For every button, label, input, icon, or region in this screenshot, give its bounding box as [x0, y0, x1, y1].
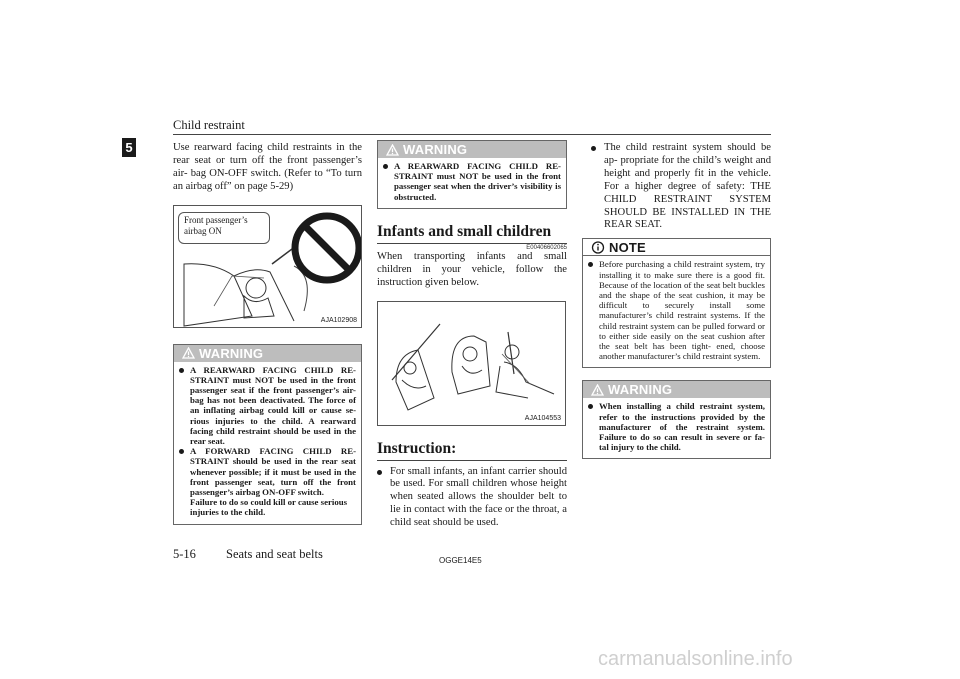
warning-label: WARNING — [608, 382, 673, 398]
footer-code: OGGE14E5 — [439, 556, 482, 565]
infants-intro: When transporting infants and small children in your vehicle, follow the instruction given below. — [377, 250, 567, 288]
warning-header — [583, 381, 770, 398]
footer-section-title: Seats and seat belts — [226, 547, 323, 561]
header-rule — [173, 134, 771, 135]
bullet-dot — [588, 262, 593, 267]
info-icon — [591, 241, 605, 254]
section-rule — [377, 243, 567, 244]
page-header-title: Child restraint — [173, 118, 245, 132]
bullet-dot — [588, 404, 593, 409]
column-3 — [582, 142, 771, 459]
footer-page-number: 5-16 — [173, 547, 196, 561]
warning-label: WARNING — [199, 345, 264, 361]
bullet-dot — [377, 470, 382, 475]
figure-code: AJA102908 — [320, 316, 357, 324]
figure-code: AJA104553 — [524, 414, 561, 422]
section-code: E00406602065 — [526, 244, 567, 251]
section-title: Infants and small children — [377, 222, 552, 240]
airbag-callout: Front passenger’s airbag ON — [178, 212, 270, 244]
column-2 — [377, 142, 567, 530]
warning-label: WARNING — [403, 142, 468, 157]
note-header — [583, 239, 770, 256]
note-label: NOTE — [609, 239, 646, 255]
warning-item: A REARWARD FACING CHILD RE- STRAINT must NOT be used in the front passenger seat if the front passenger’s air- bag has not been deactivated. The force of an inflating airbag could kill or cause se- rious injuries to the child. A rearward facing child restraint should be used in the rear seat. — [179, 365, 356, 447]
warning-triangle-icon — [182, 347, 195, 359]
warning-box-3 — [582, 380, 771, 459]
instruction-rule — [377, 460, 567, 461]
warning-box-2 — [377, 140, 567, 209]
intro-paragraph: Use rearward facing child restraints in the rear seat or turn off the front passenger’s air- bag ON-OFF switch. (Refer to “To turn an airbag off” on page 5-29) — [173, 142, 362, 192]
warning-item: When installing a child restraint system, refer to the instructions provided by the manufacturer of the restraint system. Failure to do so can result in severe or fa- tal injury to the child. — [588, 401, 765, 452]
bullet-dot — [179, 368, 184, 373]
bullet-dot — [591, 146, 596, 151]
bullet-dot — [179, 449, 184, 454]
instruction-bullet: For small infants, an infant carrier should be used. For small children whose height when seated allows the shoulder belt to lie in contact with the face or the throat, a child seat should be used. — [377, 466, 567, 531]
warning-triangle-icon — [591, 384, 604, 396]
warning-triangle-icon — [386, 144, 399, 156]
chapter-tab: 5 — [122, 138, 136, 157]
warning-tail: Failure to do so could kill or cause serious injuries to the child. — [190, 497, 348, 518]
warning-item: A FORWARD FACING CHILD RE- STRAINT should be used in the rear seat whenever possible; if it must be used in the front passenger seat, turn off the front passenger’s airbag ON-OFF switch. — [179, 446, 356, 497]
airbag-figure — [173, 205, 362, 328]
note-box — [582, 238, 771, 368]
bullet-dot — [383, 164, 388, 169]
warning-header — [174, 345, 361, 362]
note-item: Before purchasing a child restraint system, try installing it to make sure there is a good fit. Because of the location of the seat belt buckles and the shape of the seat cushion, it may be difficult to securely install some manufacturer’s child restraint systems. If the child restraint system can be pulled forward or to either side easily on the seat cushion after the seat belt has been tight- ened, choose another manufacturer’s child restraint system. — [588, 259, 765, 361]
instruction-title: Instruction: — [377, 439, 457, 457]
warning-box-1 — [173, 344, 362, 525]
warning-header — [378, 141, 566, 158]
child-seats-illustration — [378, 302, 566, 426]
watermark: carmanualsonline.info — [598, 648, 793, 670]
child-seats-figure — [377, 301, 566, 426]
column-1 — [173, 142, 362, 525]
warning-item: A REARWARD FACING CHILD RE- STRAINT must NOT be used in the front passenger seat when the driver’s visibility is obstructed. — [383, 161, 561, 202]
instruction-bullet: The child restraint system should be ap- propriate for the child’s weight and height and properly fit in the vehicle. For a higher degree of safety: THE CHILD RESTRAINT SYSTEM SHOULD BE INSTALLED IN THE REAR SEAT. — [582, 142, 771, 232]
